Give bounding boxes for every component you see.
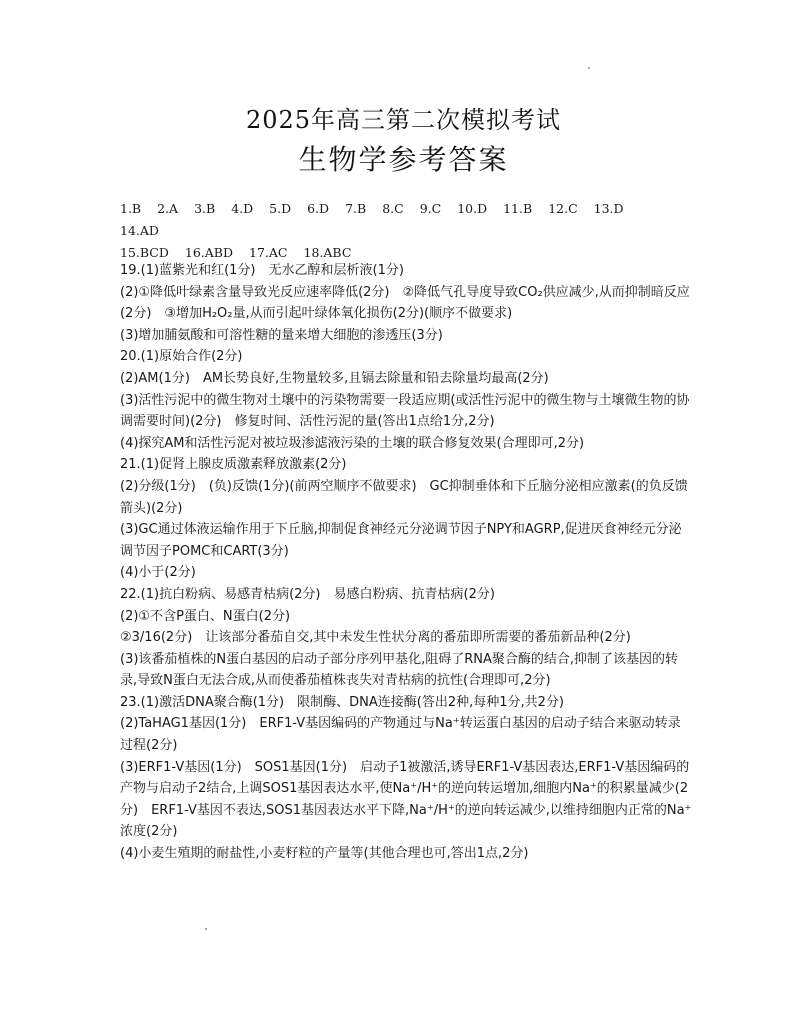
answer-line: (3)活性污泥中的微生物对土壤中的污染物需要一段适应期(或活性污泥中的微生物与土壤微生物的协调需要时间)(2分) 修复时间、活性污泥的量(答出1点给1分,2分): [120, 392, 690, 430]
mc-answer: 8.C: [382, 201, 404, 216]
answer-line: (2)①不含P蛋白、N蛋白(2分): [120, 608, 291, 624]
answer-line: (3)GC通过体液运输作用于下丘脑,抑制促食神经元分泌调节因子NPY和AGRP,促进厌食神经元分泌调节因子POMC和CART(3分): [120, 522, 682, 559]
answer-line: (4)小于(2分): [120, 565, 196, 581]
answer-line: (3)该番茄植株的N蛋白基因的启动子部分序列甲基化,阻碍了RNA聚合酶的结合,抑制了该基因的转录,导致N蛋白无法合成,从而使番茄植株丧失对青枯病的抗性(合理即可,2分): [120, 651, 679, 689]
mc-answer: 11.B: [503, 201, 533, 216]
mc-answer: 17.AC: [249, 245, 288, 260]
mc-answer: 13.D: [593, 201, 624, 216]
answer-line: 22.(1)抗白粉病、易感青枯病(2分) 易感白粉病、抗青枯病(2分): [120, 586, 495, 602]
answer-line: (4)探究AM和活性污泥对被垃圾渗滤液污染的土壤的联合修复效果(合理即可,2分): [120, 435, 585, 451]
scan-speck: [205, 928, 207, 930]
document-subtitle: 生物学参考答案: [298, 143, 509, 176]
answer-line: (3)增加脯氨酸和可溶性糖的量来增大细胞的渗透压(3分): [120, 327, 443, 343]
answer-line: (4)小麦生殖期的耐盐性,小麦籽粒的产量等(其他合理也可,答出1点,2分): [120, 846, 529, 862]
mc-answer: 4.D: [231, 201, 254, 216]
scan-speck: [588, 67, 590, 69]
answer-line: 23.(1)激活DNA聚合酶(1分) 限制酶、DNA连接酶(答出2种,每种1分,共2分): [120, 694, 564, 710]
mc-answer: 5.D: [269, 201, 292, 216]
exam-title: 2025年高三第二次模拟考试: [245, 106, 562, 134]
mc-answer: 7.B: [345, 201, 367, 216]
answer-line: (3)ERF1-V基因(1分) SOS1基因(1分) 启动子1被激活,诱导ERF1-V基因表达,ERF1-V基因编码的产物与启动子2结合,上调SOS1基因表达水平,使Na⁺/H⁺的逆向转运增加,细胞内Na⁺的积累量减少(2分) ERF1-V基因不表达,SOS1基因表达水平下降,Na⁺/H⁺的逆向转运减少,以维持细胞内正常的Na⁺浓度(2分): [120, 759, 692, 840]
answer-line: 20.(1)原始合作(2分): [120, 349, 243, 365]
mc-answer: 12.C: [548, 201, 578, 216]
multiple-choice-answers: [120, 198, 700, 264]
mc-answer: 15.BCD: [120, 245, 169, 260]
mc-row-1: [120, 198, 700, 220]
mc-answer: 1.B: [120, 201, 142, 216]
answer-line: 19.(1)蓝紫光和红(1分) 无水乙醇和层析液(1分): [120, 263, 404, 278]
answer-line: (2)AM(1分) AM长势良好,生物量较多,且镉去除量和铅去除量均最高(2分): [120, 370, 549, 386]
mc-answer: 10.D: [457, 201, 488, 216]
mc-answer: 18.ABC: [303, 245, 352, 260]
answer-line: (2)①降低叶绿素含量导致光反应速率降低(2分) ②降低气孔导度导致CO₂供应减少,从而抑制暗反应(2分) ③增加H₂O₂量,从而引起叶绿体氧化损伤(2分)(顺序不做要求): [120, 284, 690, 322]
mc-answer: 9.C: [419, 201, 442, 216]
mc-answer: 14.AD: [120, 223, 159, 238]
free-response-answers: [120, 260, 692, 865]
answer-line: (2)TaHAG1基因(1分) ERF1-V基因编码的产物通过与Na⁺转运蛋白基因的启动子结合来驱动转录过程(2分): [120, 716, 681, 754]
mc-answer: 2.A: [157, 201, 179, 216]
mc-answer: 6.D: [307, 201, 330, 216]
mc-answer: 16.ABD: [184, 245, 234, 260]
answer-line: (2)分级(1分) (负)反馈(1分)(前两空顺序不做要求) GC抑制垂体和下丘脑分泌相应激素(的负反馈箭头)(2分): [120, 478, 688, 516]
answer-line: 21.(1)促肾上腺皮质激素释放激素(2分): [120, 457, 347, 473]
mc-row-2: [120, 220, 700, 242]
answer-line: ②3/16(2分) 让该部分番茄自交,其中未发生性状分离的番茄即所需要的番茄新品种(2分): [120, 630, 631, 646]
mc-answer: 3.B: [194, 201, 216, 216]
